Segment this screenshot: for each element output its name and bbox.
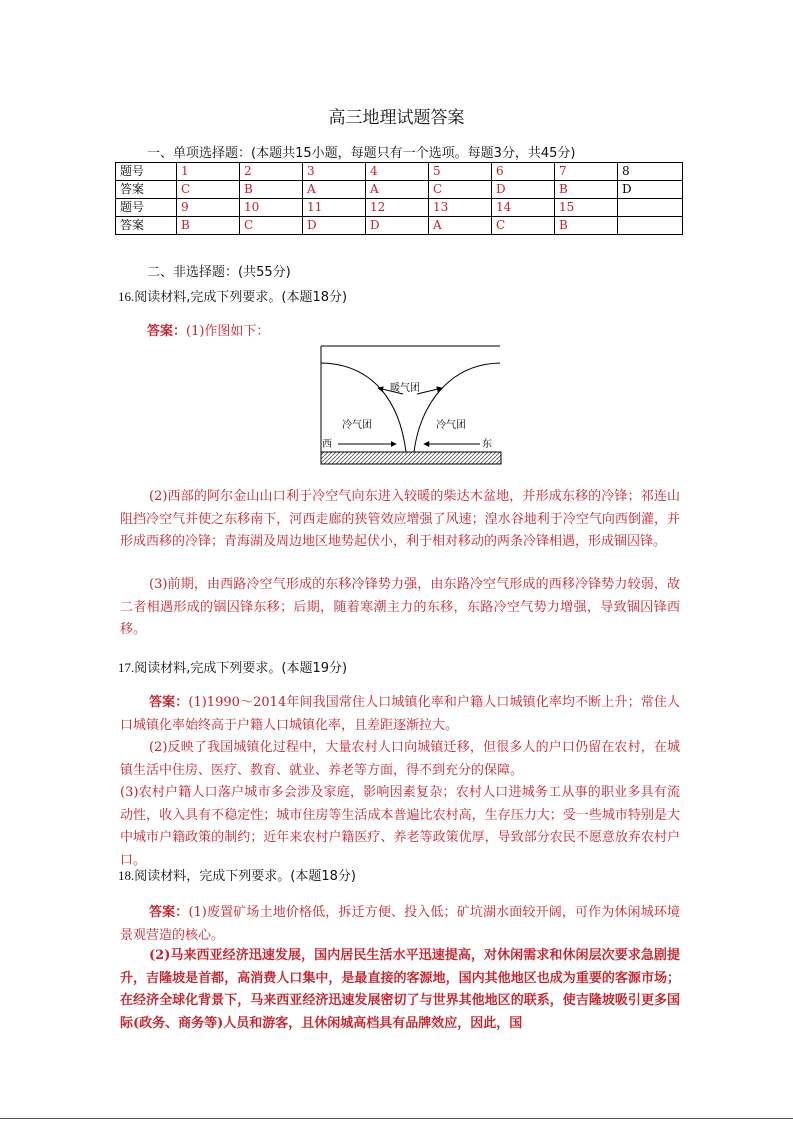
table-cell: 题号: [116, 163, 177, 181]
q18-answer-2: [120, 945, 680, 1035]
table-cell: 7: [555, 163, 618, 181]
answer-label: 答案：: [149, 695, 189, 710]
table-cell: 答案: [116, 217, 177, 235]
table-cell: A: [429, 217, 492, 235]
q16-answer-intro: [147, 321, 687, 344]
table-cell: C: [240, 217, 303, 235]
table-cell: 10: [240, 199, 303, 217]
ground-hatch: [321, 452, 501, 464]
table-cell: D: [492, 181, 555, 199]
table-cell: 3: [303, 163, 366, 181]
answer-text: (1)作图如下：: [186, 324, 270, 339]
q18-number: 18.: [118, 868, 135, 883]
table-cell: B: [177, 217, 240, 235]
q17-answer-1: [120, 692, 680, 737]
q18-prompt: 阅读材料，完成下列要求。(本题18分): [134, 869, 356, 884]
table-cell: 6: [492, 163, 555, 181]
table-cell: D: [303, 217, 366, 235]
answer-table: [115, 162, 683, 235]
table-cell: [618, 217, 683, 235]
table-row: [116, 181, 683, 199]
q17-prompt: 阅读材料,完成下列要求。(本题19分): [134, 661, 348, 676]
page-bottom-rule: [0, 1118, 793, 1119]
q17-answer-2: (2)反映了我国城镇化过程中，大量农村人口向城镇迁移，但很多人的户口仍留在农村，在城镇生活中住房、医疗、教育、就业、养老等方面，得不到充分的保障。: [120, 740, 680, 778]
answer-text: (1)1990～2014年间我国常住人口城镇化率和户籍人口城镇化率均不断上升；常住人口城镇化率始终高于户籍人口城镇化率，且差距逐渐拉大。: [120, 695, 680, 733]
q16-heading: [118, 286, 347, 305]
table-cell: 4: [366, 163, 429, 181]
table-cell: 15: [555, 199, 618, 217]
table-cell: D: [618, 181, 683, 199]
front-diagram: [320, 344, 502, 466]
table-cell: 8: [618, 163, 683, 181]
q16-answer-3: (3)前期，由西路冷空气形成的东移冷锋势力强，由东路冷空气形成的西移冷锋势力较弱，故二者相遇形成的锢囚锋东移；后期，随着寒潮主力的东移，东路冷空气势力增强，导致锢囚锋西移。: [120, 577, 680, 637]
answer-label: 答案：: [147, 324, 187, 339]
q16-prompt: 阅读材料,完成下列要求。(本题18分): [134, 290, 348, 305]
table-cell: C: [492, 217, 555, 235]
page-title: 高三地理试题答案: [328, 108, 465, 128]
q16-answer-2: (2)西部的阿尔金山山口利于冷空气向东进入较暖的柴达木盆地，并形成东移的冷锋；祁连山阻挡冷空气并使之东移南下，河西走廊的狭管效应增强了风速；湟水谷地利于冷空气向西倒灌，并形成西移的冷锋；青海湖及周边地区地势起伏小，利于相对移动的两条冷锋相遇，形成锢囚锋。: [120, 489, 680, 549]
west-front-curve: [321, 363, 406, 452]
table-row: [116, 163, 683, 181]
label-east: 东: [482, 439, 492, 450]
table-row: [116, 217, 683, 235]
table-cell: B: [555, 217, 618, 235]
table-cell: 2: [240, 163, 303, 181]
answer-text: (1)废置矿场土地价格低，拆迁方便、投入低；矿坑湖水面较开阔，可作为休闲城环境景观营造的核心。: [120, 905, 680, 943]
table-row: [116, 199, 683, 217]
table-cell: 1: [177, 163, 240, 181]
answer-label: 答案：: [149, 905, 189, 920]
q17-heading: [118, 657, 347, 676]
answer-text: (2)马来西亚经济迅速发展，国内居民生活水平迅速提高，对休闲需求和休闲层次要求急剧提升，吉隆坡是首都，高消费人口集中，是最直接的客源地，国内其他地区也成为重要的客源市场；在经济全球化背景下，马来西亚经济迅速发展密切了与世界其他地区的联系，使吉隆坡吸引更多国际(政务、商务等)人员和游客，且休闲城高档具有品牌效应，因此，国: [120, 948, 680, 1031]
q16-number: 16.: [118, 289, 135, 304]
label-cold-left: 冷气团: [342, 420, 372, 431]
q17-answer-3: (3)农村户籍人口落户城市多会涉及家庭，影响因素复杂；农村人口进城务工从事的职业多具有流动性，收入具有不稳定性；城市住房等生活成本普遍比农村高，生存压力大；受一些城市特别是大中城市户籍政策的制约；近年来农村户籍医疗、养老等政策优厚，导致部分农民不愿意放弃农村户口。: [120, 785, 680, 868]
table-cell: 11: [303, 199, 366, 217]
table-cell: 13: [429, 199, 492, 217]
table-cell: 14: [492, 199, 555, 217]
table-cell: B: [555, 181, 618, 199]
table-cell: A: [303, 181, 366, 199]
table-cell: 答案: [116, 181, 177, 199]
q18-answer-1: [120, 902, 680, 947]
q18-heading: [118, 865, 356, 884]
table-cell: 5: [429, 163, 492, 181]
label-warm: 暖气团: [390, 383, 420, 394]
label-cold-right: 冷气团: [436, 420, 466, 431]
table-cell: 题号: [116, 199, 177, 217]
table-cell: D: [366, 217, 429, 235]
table-cell: A: [366, 181, 429, 199]
section2-heading: 二、非选择题：(共55分): [147, 265, 291, 280]
table-cell: 9: [177, 199, 240, 217]
label-west: 西: [322, 439, 332, 450]
table-cell: C: [429, 181, 492, 199]
table-cell: [618, 199, 683, 217]
q17-number: 17.: [118, 660, 135, 675]
table-cell: B: [240, 181, 303, 199]
table-cell: C: [177, 181, 240, 199]
section1-heading: 一、单项选择题：(本题共15小题，每题只有一个选项。每题3分，共45分): [147, 146, 576, 161]
table-cell: 12: [366, 199, 429, 217]
